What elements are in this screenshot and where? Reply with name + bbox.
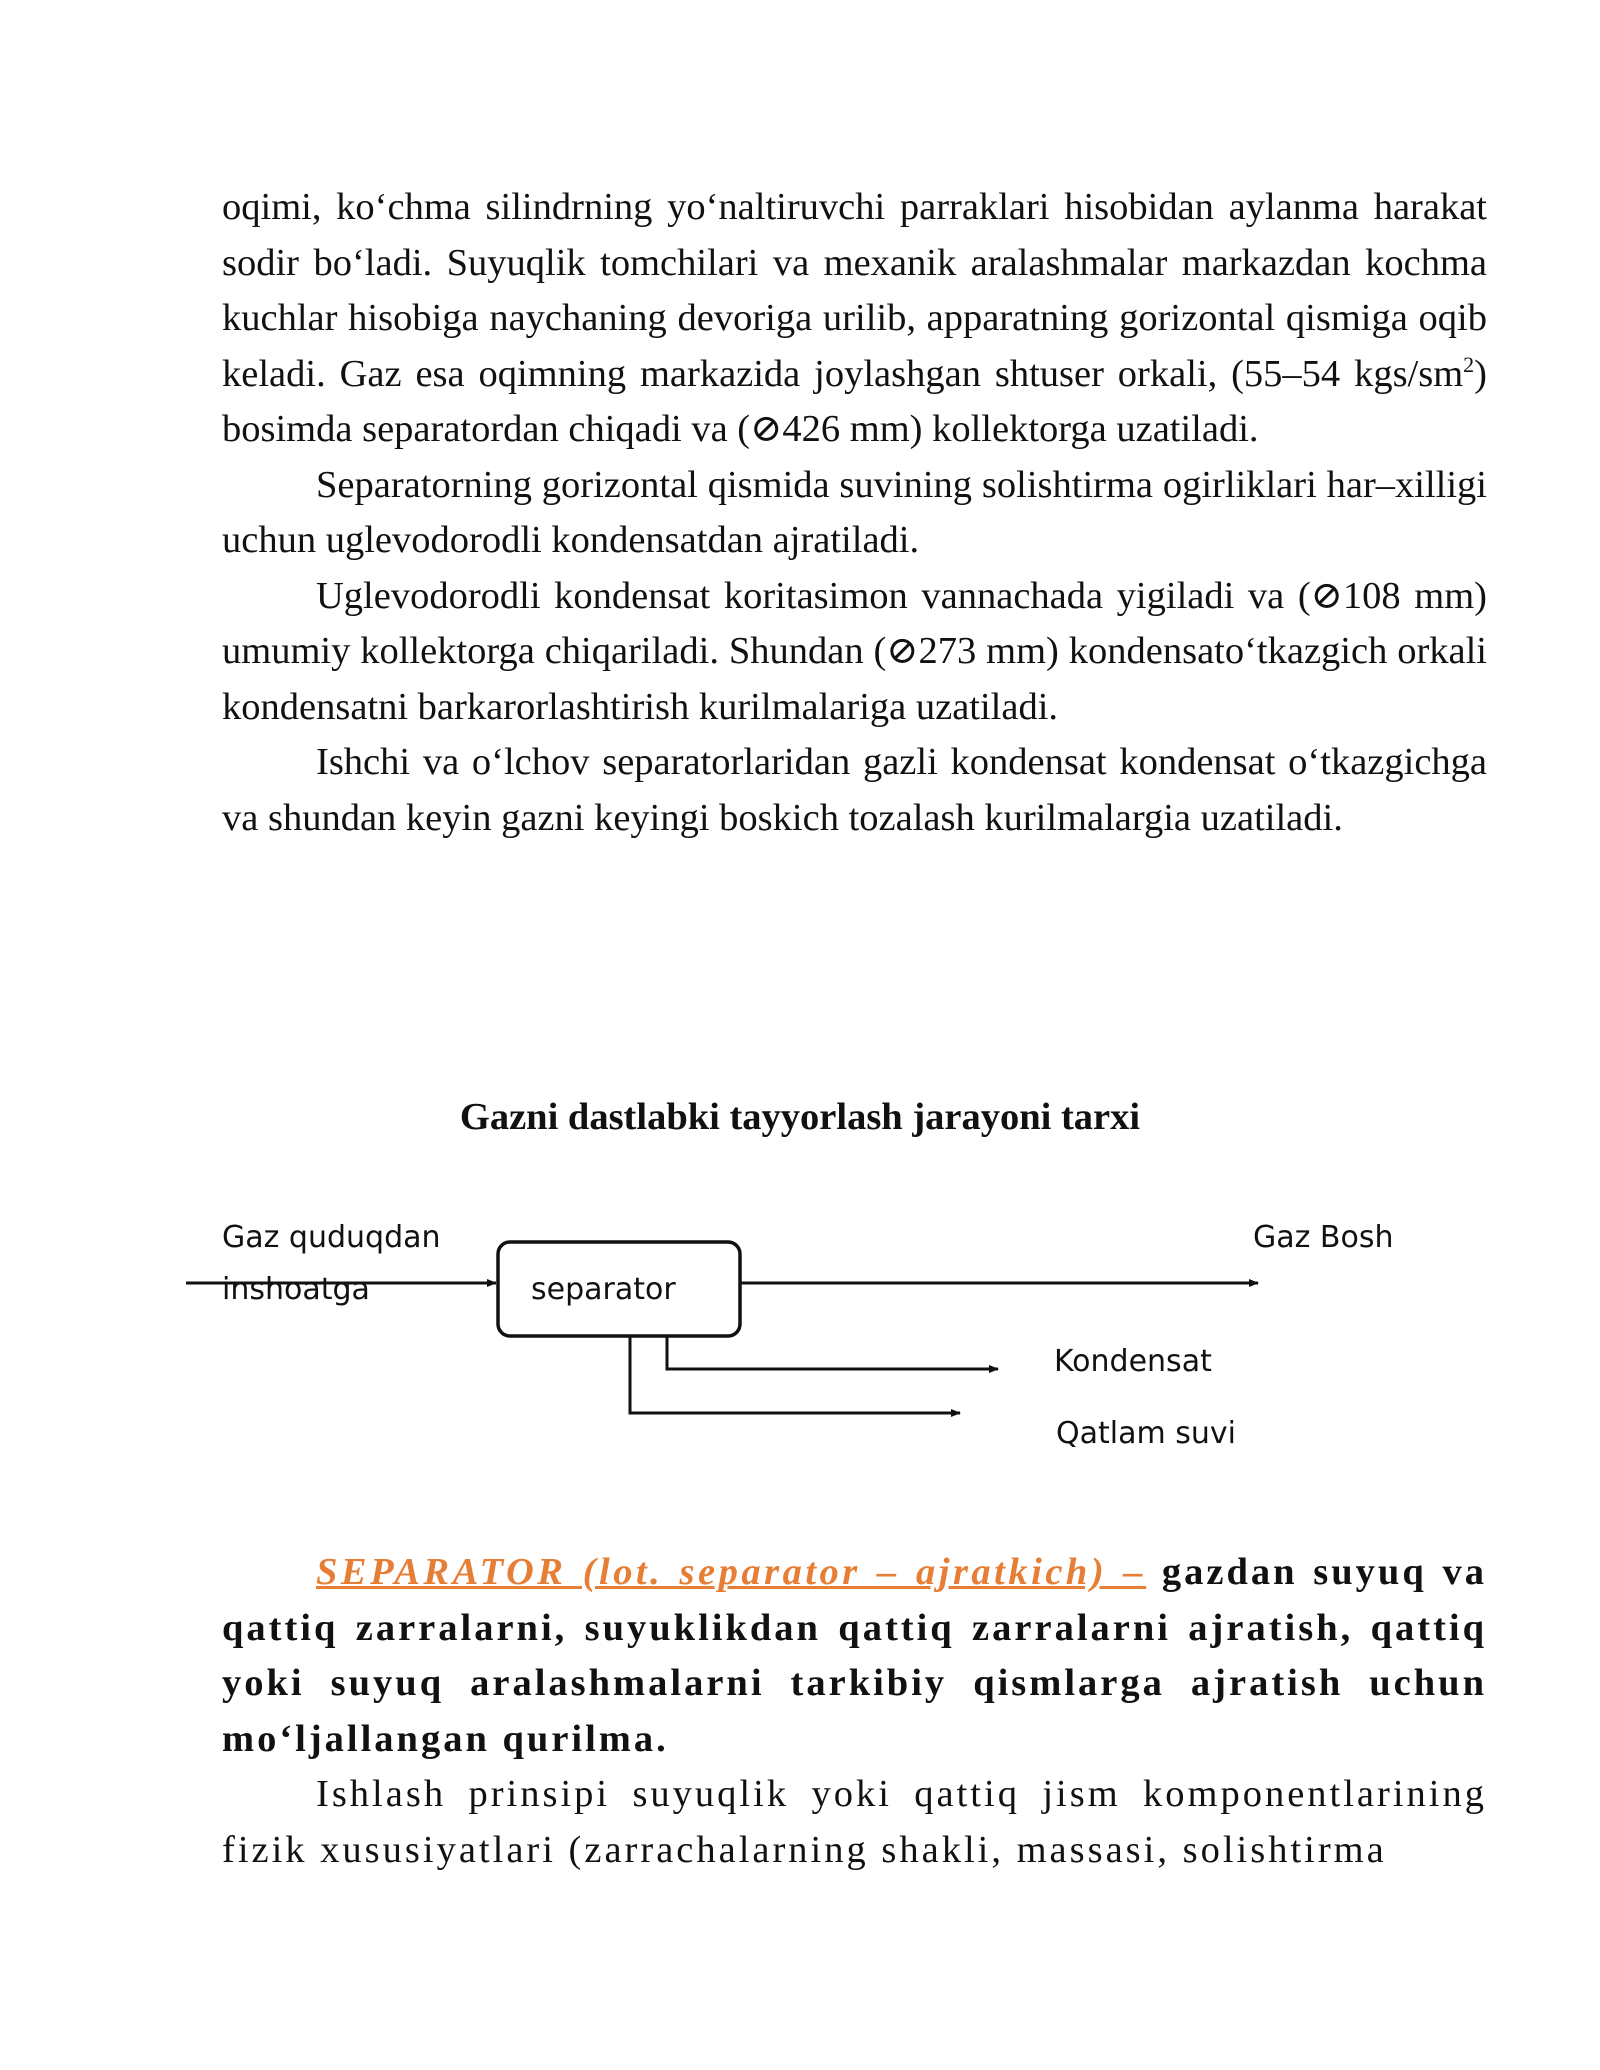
paragraph-text: oqimi, ko‘chma silindrning yo‘naltiruvchi parraklari hisobidan aylanma harakat sodir bo‘ladi. Suyuqlik tomchilari va mexanik aralashmalar markazdan kochma kuchlar hisobiga naychaning devoriga urilib, apparatning gorizontal qismiga oqib keladi. Gaz esa oqimning markazida joylashgan shtuser orkali, (55–54 kgs/sm <box>222 186 1487 395</box>
definition-paragraph <box>222 1545 1487 1767</box>
input-label-line2: inshoatga <box>222 1272 370 1307</box>
water-label: Qatlam suvi <box>1056 1416 1236 1451</box>
process-diagram <box>0 1180 1600 1500</box>
working-principle-paragraph: Ishlash prinsipi suyuqlik yoki qattiq jism komponentlarining fizik xususiyatlari (zarrachalarning shakli, massasi, solishtirma <box>222 1773 1487 1871</box>
separator-box-label: separator <box>531 1272 676 1307</box>
water-output-arrow <box>630 1336 960 1413</box>
definition-block <box>222 1545 1487 1878</box>
paragraph-separators: Ishchi va o‘lchov separatorlaridan gazli kondensat kondensat o‘tkazgichga va shundan keyin gazni keyingi boskich tozalash kurilmalargia uzatiladi. <box>222 741 1487 839</box>
paragraph-horizontal-part: Separatorning gorizontal qismida suvining solishtirma ogirliklari har–xilligi uchun uglevodorodli kondensatdan ajratiladi. <box>222 463 1487 561</box>
input-label-line1: Gaz quduqdan <box>222 1220 441 1255</box>
condensate-label: Kondensat <box>1054 1344 1212 1379</box>
gas-output-label: Gaz Bosh <box>1253 1220 1394 1255</box>
definition-body: gazdan suyuq va qattiq zarralarni, suyuklikdan qattiq zarralarni ajratish, qattiq yoki suyuq aralashmalarni tarkibiy qismlarga ajratish uchun mo‘ljallangan qurilma. <box>222 1551 1487 1760</box>
paragraph-text-end: ) bosimda separatordan chiqadi va (⊘426 mm) kollektorga uzatiladi. <box>222 352 1487 450</box>
paragraph-flow-continuation <box>222 180 1487 458</box>
superscript-2: 2 <box>1463 351 1475 377</box>
definition-term: SEPARATOR (lot. separator – ajratkich) – <box>316 1551 1147 1593</box>
condensate-output-arrow <box>667 1336 998 1369</box>
body-text <box>222 180 1487 846</box>
paragraph-condensate: Uglevodorodli kondensat koritasimon vannachada yigiladi va (⊘108 mm) umumiy kollektorga chiqariladi. Shundan (⊘273 mm) kondensato‘tkazgich orkali kondensatni barkarorlashtirish kurilmalariga uzatiladi. <box>222 574 1487 728</box>
diagram-title: Gazni dastlabki tayyorlash jarayoni tarxi <box>459 1096 1141 1138</box>
